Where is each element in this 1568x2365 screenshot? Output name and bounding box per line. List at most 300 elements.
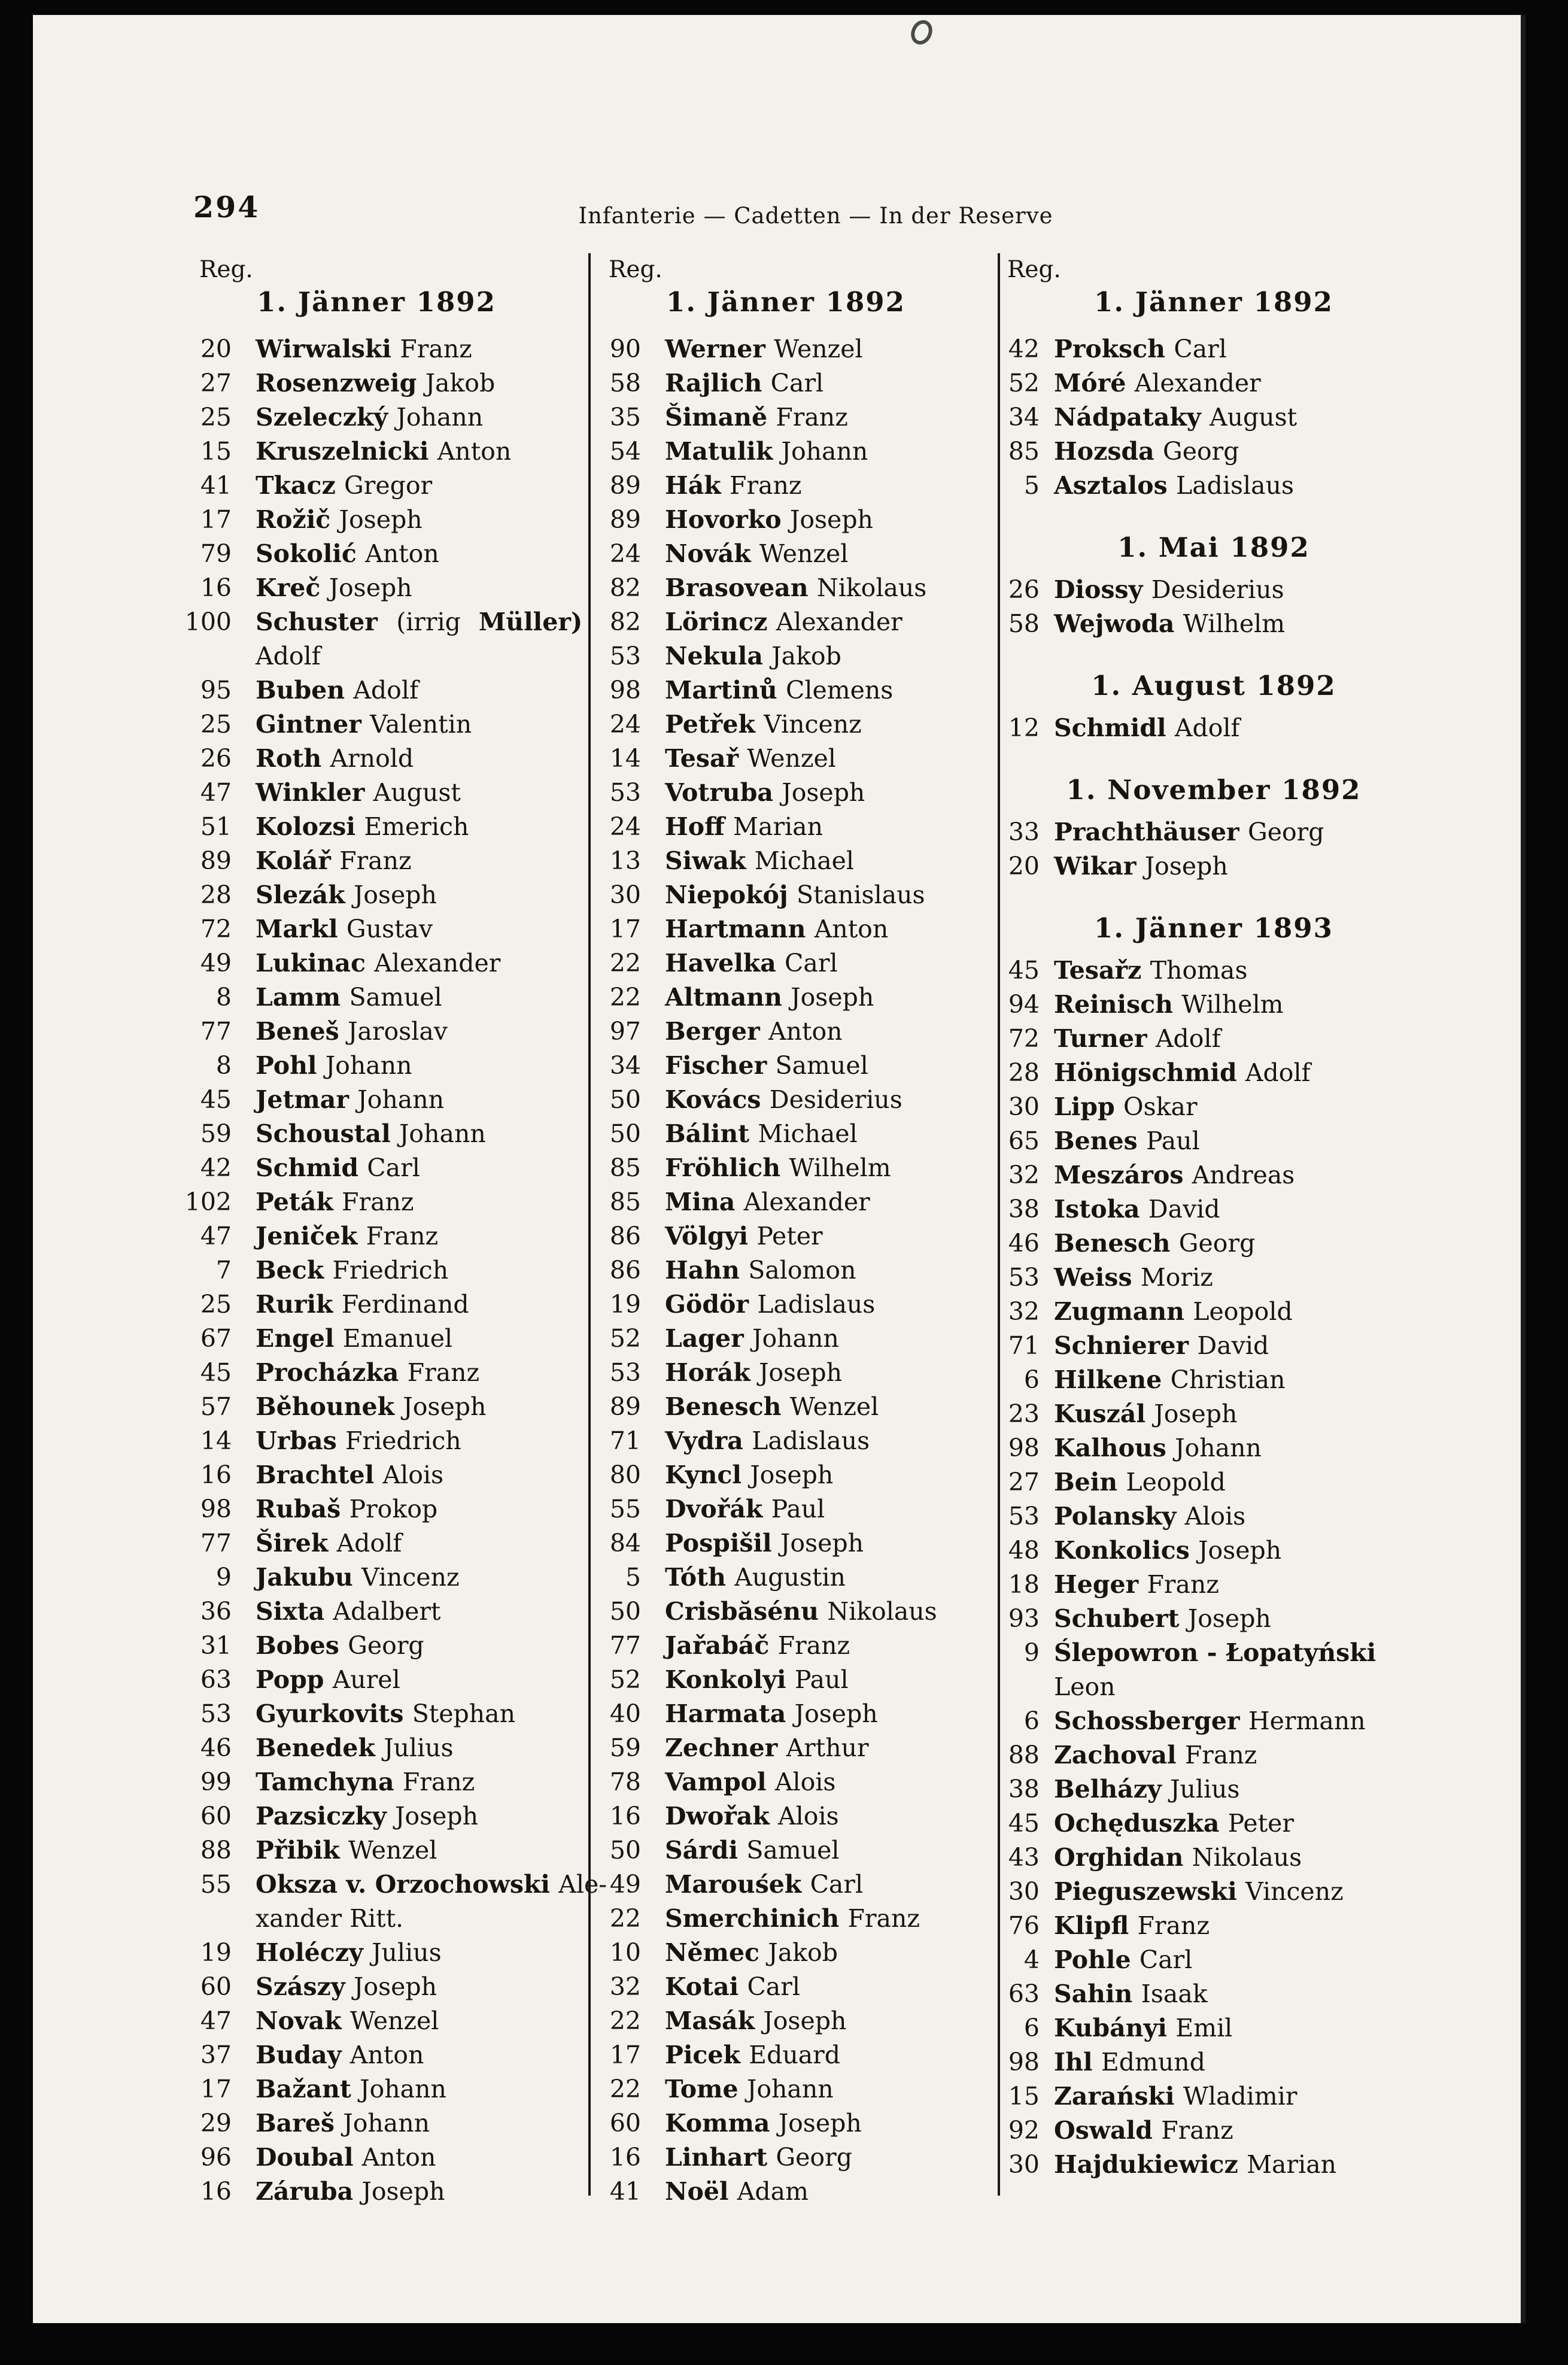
entry-number: 20 — [200, 335, 232, 363]
entry-name: Němec Jakob — [665, 1938, 838, 1967]
entry-number: 7 — [215, 1256, 232, 1285]
entry-number: 52 — [609, 1324, 641, 1353]
register-entry — [977, 1363, 1450, 1397]
entry-number: 24 — [609, 812, 641, 841]
register-entry — [169, 469, 584, 503]
register-entry — [169, 332, 584, 366]
entry-name: Prachthäuser Georg — [1054, 818, 1324, 846]
register-entry — [579, 1629, 993, 1663]
entry-name: Pazsiczky Joseph — [256, 1802, 479, 1830]
entry-number: 51 — [200, 812, 232, 841]
entry-number: 9 — [215, 1563, 232, 1592]
register-entry — [579, 742, 993, 776]
register-entry — [579, 332, 993, 366]
entry-name: Jakubu Vincenz — [256, 1563, 460, 1592]
entry-number: 97 — [609, 1017, 641, 1046]
entry-number: 50 — [609, 1119, 641, 1148]
entry-name: Slezák Joseph — [256, 881, 437, 909]
entry-number: 16 — [609, 2143, 641, 2172]
entry-number: 77 — [200, 1017, 232, 1046]
entry-name: Klipfl Franz — [1054, 1911, 1210, 1940]
entry-number: 30 — [1008, 1877, 1040, 1906]
entry-name: Hovorko Joseph — [665, 505, 873, 534]
entry-name: Kyncl Joseph — [665, 1461, 834, 1489]
register-entry — [169, 435, 584, 469]
register-column-2 — [579, 257, 993, 2209]
register-entry — [579, 1697, 993, 1731]
entry-number: 14 — [200, 1426, 232, 1455]
register-entry — [169, 605, 584, 639]
entry-number: 4 — [1023, 1945, 1040, 1974]
entry-name: Schmid Carl — [256, 1153, 420, 1182]
register-entry — [579, 1356, 993, 1390]
entry-name: Marouśek Carl — [665, 1870, 864, 1899]
entry-name: Kreč Joseph — [256, 573, 412, 602]
entry-name: Szeleczký Johann — [256, 403, 484, 432]
entry-name: Benedek Julius — [256, 1733, 454, 1762]
entry-number: 79 — [200, 539, 232, 568]
entry-name: Dwořak Alois — [665, 1802, 839, 1830]
entry-number: 80 — [609, 1461, 641, 1489]
entry-number: 84 — [609, 1529, 641, 1558]
entry-number: 53 — [609, 1358, 641, 1387]
entry-number: 53 — [1008, 1263, 1040, 1292]
entry-name: Harmata Joseph — [665, 1699, 878, 1728]
entry-name: Hilkene Christian — [1054, 1365, 1286, 1394]
register-entry — [579, 1936, 993, 1970]
entry-name: Lipp Oskar — [1054, 1092, 1198, 1121]
entry-name: xander Ritt. — [256, 1904, 404, 1933]
register-entry — [169, 503, 584, 537]
entry-number: 27 — [200, 369, 232, 397]
entry-number: 58 — [609, 369, 641, 397]
register-entry — [579, 1765, 993, 1799]
register-entry — [169, 1833, 584, 1868]
entry-number: 41 — [609, 2177, 641, 2206]
register-entry — [579, 537, 993, 571]
entry-number: 60 — [200, 1972, 232, 2001]
register-entry — [169, 912, 584, 946]
entry-name: Polansky Alois — [1054, 1502, 1246, 1531]
register-entry — [579, 605, 993, 639]
entry-name: Picek Eduard — [665, 2041, 841, 2069]
entry-number: 38 — [1008, 1775, 1040, 1804]
entry-number: 20 — [1008, 852, 1040, 881]
entry-number: 16 — [609, 1802, 641, 1830]
register-entry — [977, 1875, 1450, 1909]
register-entry — [977, 400, 1450, 435]
entry-name: Adolf — [256, 642, 321, 670]
entry-name: Fischer Samuel — [665, 1051, 868, 1080]
entry-number: 23 — [1008, 1399, 1040, 1428]
entry-number: 85 — [609, 1153, 641, 1182]
entry-number: 85 — [1008, 437, 1040, 466]
register-entry — [579, 1049, 993, 1083]
register-entry — [169, 2004, 584, 2038]
register-entry — [169, 1526, 584, 1561]
register-entry — [169, 946, 584, 980]
entry-name: Matulik Johann — [665, 437, 868, 466]
entry-name: Kruszelnicki Anton — [256, 437, 512, 466]
entry-number: 77 — [609, 1631, 641, 1660]
register-entry — [579, 435, 993, 469]
register-entry — [977, 2114, 1450, 2148]
entry-name: Schnierer David — [1054, 1331, 1269, 1360]
entry-name: Gödör Ladislaus — [665, 1290, 876, 1319]
entry-name: Pospišil Joseph — [665, 1529, 864, 1558]
entry-name: Sixta Adalbert — [256, 1597, 441, 1626]
entry-name: Lager Johann — [665, 1324, 839, 1353]
entry-number: 13 — [609, 846, 641, 875]
register-entry — [977, 1158, 1450, 1192]
entry-number: 98 — [1008, 1434, 1040, 1462]
entry-number: 50 — [609, 1836, 641, 1865]
entry-name: Mina Alexander — [665, 1188, 870, 1216]
entry-name: Novak Wenzel — [256, 2006, 439, 2035]
entry-number: 60 — [200, 1802, 232, 1830]
entry-number: 26 — [200, 744, 232, 773]
register-entry — [169, 742, 584, 776]
entry-name: Kovács Desiderius — [665, 1085, 902, 1114]
register-entry — [977, 1909, 1450, 1943]
date-heading: 1. August 1892 — [1091, 670, 1336, 702]
date-heading: 1. Mai 1892 — [1117, 532, 1310, 563]
entry-number: 35 — [609, 403, 641, 432]
register-entry — [977, 1943, 1450, 1977]
entry-number: 54 — [609, 437, 641, 466]
entry-name: Lukinac Alexander — [256, 949, 501, 977]
register-entry — [169, 1663, 584, 1697]
entry-name: Kubányi Emil — [1054, 2014, 1233, 2042]
entry-name: Pieguszewski Vincenz — [1054, 1877, 1344, 1906]
entry-number: 55 — [200, 1870, 232, 1899]
entry-name: Benesch Georg — [1054, 1229, 1256, 1258]
entry-number: 36 — [200, 1597, 232, 1626]
entry-name: Noël Adam — [665, 2177, 809, 2206]
register-entry — [579, 1083, 993, 1117]
entry-name: Gyurkovits Stephan — [256, 1699, 516, 1728]
entry-number: 48 — [1008, 1536, 1040, 1565]
entry-number: 24 — [609, 539, 641, 568]
register-entry — [169, 673, 584, 708]
entry-number: 26 — [1008, 575, 1040, 604]
entry-name: Heger Franz — [1054, 1570, 1219, 1599]
entry-name: Tome Johann — [665, 2075, 834, 2103]
entry-name: Holéczy Julius — [256, 1938, 442, 1967]
register-entry — [579, 503, 993, 537]
entry-number: 42 — [1008, 335, 1040, 363]
register-entry — [579, 1902, 993, 1936]
entry-number: 18 — [1008, 1570, 1040, 1599]
entry-number: 58 — [1008, 609, 1040, 638]
entry-name: Orghidan Nikolaus — [1054, 1843, 1302, 1872]
register-entry — [977, 1329, 1450, 1363]
entry-name: Schoustal Johann — [256, 1119, 486, 1148]
entry-name: Móré Alexander — [1054, 369, 1261, 397]
register-entry — [977, 1772, 1450, 1807]
register-entry — [169, 810, 584, 844]
entry-name: Schmidl Adolf — [1054, 714, 1240, 742]
entry-number: 53 — [609, 642, 641, 670]
entry-name: Urbas Friedrich — [256, 1426, 461, 1455]
register-entry — [579, 2038, 993, 2072]
register-entry — [579, 2175, 993, 2209]
entry-number: 100 — [184, 608, 232, 636]
entry-name: Schubert Joseph — [1054, 1604, 1271, 1633]
entry-number: 102 — [184, 1188, 232, 1216]
register-entry — [579, 878, 993, 912]
entry-number: 55 — [609, 1495, 641, 1523]
entry-number: 47 — [200, 778, 232, 807]
register-entry — [169, 400, 584, 435]
register-entry — [977, 2079, 1450, 2114]
entry-name: Kolář Franz — [256, 846, 412, 875]
register-entry — [579, 1390, 993, 1424]
register-entry — [977, 1295, 1450, 1329]
register-entry — [977, 2045, 1450, 2079]
entry-number: 31 — [200, 1631, 232, 1660]
entry-name: Altmann Joseph — [665, 983, 874, 1012]
entry-number: 98 — [609, 676, 641, 705]
entry-number: 71 — [1008, 1331, 1040, 1360]
entry-number: 19 — [200, 1938, 232, 1967]
register-entry — [169, 2141, 584, 2175]
entry-number: 6 — [1023, 2014, 1040, 2042]
register-entry — [977, 573, 1450, 607]
entry-name: Vampol Alois — [665, 1768, 836, 1796]
entry-number: 49 — [609, 1870, 641, 1899]
entry-name: Bálint Michael — [665, 1119, 858, 1148]
entry-number: 72 — [200, 915, 232, 943]
entry-name: Rosenzweig Jakob — [256, 369, 496, 397]
entry-name: Brachtel Alois — [256, 1461, 444, 1489]
register-entry — [579, 1253, 993, 1288]
entry-number: 86 — [609, 1256, 641, 1285]
entry-name: Niepokój Stanislaus — [665, 881, 925, 909]
register-entry — [579, 1458, 993, 1492]
entry-name: Pohl Johann — [256, 1051, 412, 1080]
entry-number: 45 — [200, 1358, 232, 1387]
register-entry — [169, 1868, 607, 1902]
entry-name: Wirwalski Franz — [256, 335, 472, 363]
register-entry — [169, 878, 584, 912]
date-heading: 1. Jänner 1892 — [1094, 286, 1333, 318]
entry-name: Bobes Georg — [256, 1631, 424, 1660]
entry-name: Benes Paul — [1054, 1127, 1200, 1155]
register-entry — [579, 1526, 993, 1561]
register-entry — [579, 708, 993, 742]
entry-number: 72 — [1008, 1024, 1040, 1053]
entry-number: 22 — [609, 2075, 641, 2103]
register-entry — [579, 571, 993, 605]
entry-name: Lamm Samuel — [256, 983, 442, 1012]
entry-number: 5 — [1023, 471, 1040, 500]
entry-name: Jeniček Franz — [256, 1222, 439, 1250]
entry-name: Linhart Georg — [665, 2143, 852, 2172]
entry-number: 76 — [1008, 1911, 1040, 1940]
entry-name: Martinů Clemens — [665, 676, 894, 705]
entry-name: Záruba Joseph — [256, 2177, 445, 2206]
register-entry — [977, 1397, 1450, 1431]
entry-name: Asztalos Ladislaus — [1054, 471, 1294, 500]
register-entry — [977, 711, 1450, 745]
entry-name: Konkolyi Paul — [665, 1665, 849, 1694]
register-entry — [579, 912, 993, 946]
register-entry — [977, 2011, 1450, 2045]
entry-number: 12 — [1008, 714, 1040, 742]
register-entry — [169, 1492, 584, 1526]
entry-number: 50 — [609, 1597, 641, 1626]
register-entry — [977, 1056, 1450, 1090]
register-entry — [977, 954, 1450, 988]
register-entry — [977, 1841, 1450, 1875]
register-entry — [169, 1219, 584, 1253]
entry-number: 99 — [200, 1768, 232, 1796]
entry-number: 47 — [200, 1222, 232, 1250]
register-entry — [169, 1731, 584, 1765]
entry-name: Buben Adolf — [256, 676, 419, 705]
entry-name: Oswald Franz — [1054, 2116, 1233, 2145]
entry-name: Vydra Ladislaus — [665, 1426, 870, 1455]
register-column-3 — [977, 257, 1450, 2182]
entry-name: Crisbăsénu Nikolaus — [665, 1597, 937, 1626]
entry-number: 57 — [200, 1392, 232, 1421]
entry-name: Engel Emanuel — [256, 1324, 453, 1353]
register-entry — [579, 1799, 993, 1833]
register-entry — [977, 607, 1450, 641]
register-entry — [169, 2038, 584, 2072]
entry-number: 47 — [200, 2006, 232, 2035]
register-entry — [579, 1424, 993, 1458]
entry-number: 89 — [200, 846, 232, 875]
entry-number: 45 — [1008, 1809, 1040, 1838]
register-entry — [169, 1049, 584, 1083]
register-entry — [169, 1185, 584, 1219]
register-entry — [169, 1424, 584, 1458]
register-entry — [169, 1117, 584, 1151]
entry-name: Procházka Franz — [256, 1358, 480, 1387]
entry-name: Novák Wenzel — [665, 539, 849, 568]
register-entry — [977, 1192, 1450, 1226]
register-entry — [977, 332, 1450, 366]
entry-name: Schossberger Hermann — [1054, 1707, 1366, 1735]
entry-name: Tóth Augustin — [665, 1563, 846, 1592]
entry-number: 94 — [1008, 990, 1040, 1019]
entry-name: Völgyi Peter — [665, 1222, 823, 1250]
entry-number: 16 — [200, 2177, 232, 2206]
entry-name: Leon — [1054, 1672, 1116, 1701]
entry-number: 22 — [609, 1904, 641, 1933]
entry-number: 63 — [200, 1665, 232, 1694]
entry-number: 17 — [609, 915, 641, 943]
entry-number: 28 — [200, 881, 232, 909]
entry-number: 63 — [1008, 1980, 1040, 2008]
register-entry — [169, 366, 584, 400]
entry-name: Bažant Johann — [256, 2075, 446, 2103]
entry-number: 38 — [1008, 1195, 1040, 1224]
entry-number: 34 — [609, 1051, 641, 1080]
register-entry — [977, 1431, 1450, 1465]
entry-name: Diossy Desiderius — [1054, 575, 1284, 604]
entry-name: Sárdi Samuel — [665, 1836, 840, 1865]
entry-name: Siwak Michael — [665, 846, 855, 875]
entry-name: Votruba Joseph — [665, 778, 865, 807]
register-entry — [579, 2072, 993, 2106]
register-entry — [579, 673, 993, 708]
entry-name: Werner Wenzel — [665, 335, 863, 363]
register-entry — [579, 1595, 993, 1629]
entry-name: Belházy Julius — [1054, 1775, 1240, 1804]
entry-name: Hönigschmid Adolf — [1054, 1058, 1311, 1087]
register-entry — [977, 1738, 1450, 1772]
entry-number: 93 — [1008, 1604, 1040, 1633]
entry-number: 19 — [609, 1290, 641, 1319]
entry-name: Benesch Wenzel — [665, 1392, 879, 1421]
register-entry — [977, 1704, 1450, 1738]
entry-number: 77 — [200, 1529, 232, 1558]
entry-name: Hozsda Georg — [1054, 437, 1239, 466]
register-entry — [977, 1124, 1450, 1158]
register-entry — [169, 1561, 584, 1595]
register-entry — [977, 1602, 1450, 1636]
entry-name: Nádpataky August — [1054, 403, 1297, 432]
register-entry — [977, 1226, 1450, 1261]
register-entry — [977, 1977, 1450, 2011]
entry-name: Ślepowron - Łopatyński — [1054, 1638, 1376, 1667]
entry-number: 45 — [200, 1085, 232, 1114]
register-entry-continuation — [977, 1670, 1450, 1704]
entry-number: 30 — [609, 881, 641, 909]
entry-number: 5 — [625, 1563, 641, 1592]
entry-name: Zarański Wladimir — [1054, 2082, 1297, 2111]
entry-name: Běhounek Joseph — [256, 1392, 487, 1421]
entry-name: Sokolić Anton — [256, 539, 439, 568]
entry-name: Tkacz Gregor — [256, 471, 433, 500]
scanned-page — [33, 15, 1526, 2323]
entry-number: 16 — [200, 1461, 232, 1489]
register-entry-continuation — [169, 639, 584, 673]
entry-name: Reinisch Wilhelm — [1054, 990, 1284, 1019]
entry-name: Tesařz Thomas — [1054, 956, 1248, 985]
entry-name: Rožič Joseph — [256, 505, 423, 534]
entry-number: 95 — [200, 676, 232, 705]
entry-name: Ihl Edmund — [1054, 2048, 1205, 2076]
register-entry — [579, 1833, 993, 1868]
register-entry — [579, 980, 993, 1015]
entry-name: Hajdukiewicz Marian — [1054, 2150, 1337, 2179]
entry-number: 82 — [609, 573, 641, 602]
entry-name: Fröhlich Wilhelm — [665, 1153, 891, 1182]
entry-name: Zachoval Franz — [1054, 1741, 1257, 1769]
register-entry — [169, 980, 584, 1015]
entry-name: Kotai Carl — [665, 1972, 800, 2001]
register-entry — [579, 776, 993, 810]
entry-number: 22 — [609, 949, 641, 977]
register-entry — [977, 1465, 1450, 1499]
entry-number: 27 — [1008, 1468, 1040, 1496]
register-entry — [579, 946, 993, 980]
register-entry — [579, 1117, 993, 1151]
entry-number: 22 — [609, 2006, 641, 2035]
register-entry — [977, 469, 1450, 503]
register-entry — [169, 2106, 584, 2141]
register-entry — [977, 2148, 1450, 2182]
register-entry — [169, 1629, 584, 1663]
entry-number: 6 — [1023, 1707, 1040, 1735]
entry-name: Hahn Salomon — [665, 1256, 856, 1285]
register-entry — [169, 1458, 584, 1492]
scan-speck — [907, 17, 936, 48]
